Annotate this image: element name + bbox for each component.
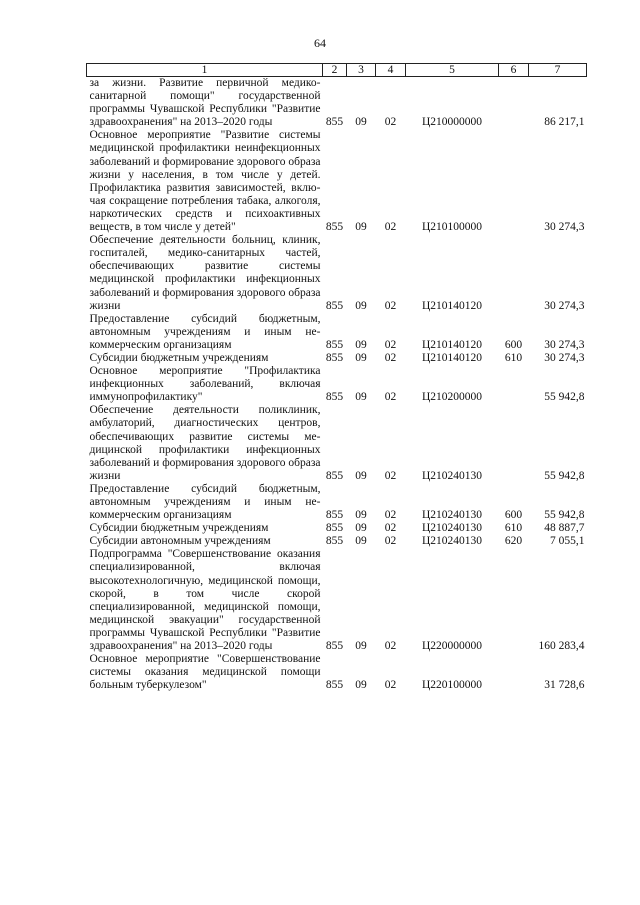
amount: 55 942,8	[544, 469, 585, 482]
subsection-code: 02	[384, 338, 397, 351]
table-body	[87, 77, 587, 693]
section-code: 09	[355, 391, 367, 404]
table-row	[87, 129, 587, 234]
expense-type-code	[499, 653, 529, 692]
subsection-code: 02	[384, 535, 397, 548]
section-code: 09	[355, 522, 367, 535]
ministry-code: 855	[325, 299, 344, 312]
ministry-code: 855	[325, 640, 344, 653]
target-article-code: Ц210240130	[421, 535, 483, 548]
subsection-code: 02	[384, 116, 397, 129]
section-code: 09	[355, 299, 367, 312]
section-code: 09	[355, 338, 367, 351]
column-header-7: 7	[529, 64, 587, 77]
ministry-code: 855	[325, 351, 344, 364]
expense-type-code	[499, 404, 529, 483]
column-header-4: 4	[376, 64, 406, 77]
expense-type-code	[499, 548, 529, 653]
subsection-code: 02	[384, 509, 397, 522]
section-code: 09	[355, 116, 367, 129]
item-name: за жизни. Развитие первичной медико-санитарной помощи" государственной программы Чувашской Республики "Развитие здравоохранения" на 2013–2020 годы	[89, 77, 321, 129]
ministry-code: 855	[325, 116, 344, 129]
ministry-code: 855	[325, 522, 344, 535]
table-row	[87, 365, 587, 404]
target-article-code: Ц210140120	[421, 299, 483, 312]
section-code: 09	[355, 509, 367, 522]
item-name: Обеспечение деятельности больниц, клиник, госпиталей, медико-санитарных частей, обеспечивающих развитие системы медицинской профилактики инфекционных заболеваний и формирования здорового образа жизни	[89, 234, 321, 312]
subsection-code: 02	[384, 391, 397, 404]
item-name: Основное мероприятие "Совершенствование системы оказания медицинской помощи больным туберкулезом"	[89, 653, 321, 692]
table-row	[87, 313, 587, 352]
table-row	[87, 483, 587, 522]
column-header-3: 3	[347, 64, 376, 77]
column-header-6: 6	[499, 64, 529, 77]
table-row	[87, 352, 587, 365]
subsection-code: 02	[384, 221, 397, 234]
subsection-code: 02	[384, 522, 397, 535]
expense-type-code: 600	[504, 509, 523, 522]
target-article-code: Ц210100000	[421, 221, 483, 234]
expense-type-code: 600	[504, 338, 523, 351]
table-row	[87, 404, 587, 483]
amount: 30 274,3	[544, 299, 585, 312]
item-name: Предоставление субсидий бюджетным, автономным учреждениям и иным некоммерческим организациям	[89, 482, 321, 522]
ministry-code: 855	[325, 221, 344, 234]
target-article-code: Ц210240130	[421, 469, 483, 482]
table-row	[87, 77, 587, 130]
page-number: 64	[314, 36, 326, 50]
target-article-code: Ц220000000	[421, 640, 483, 653]
item-name: Основное мероприятие "Профилактика инфекционных заболеваний, включая иммунопрофилактику"	[89, 365, 321, 404]
table-row	[87, 535, 587, 548]
amount: 55 942,8	[544, 391, 585, 404]
budget-table	[86, 63, 587, 692]
table-row	[87, 653, 587, 692]
amount: 48 887,7	[544, 522, 585, 535]
item-name: Основное мероприятие "Развитие системы медицинской профилактики неинфекционных заболеваний и формирование здорового образа жизни у населения, в том числе у детей. Профилактика развития зависимостей, включая сокращение потребления табака, алкоголя, наркотических средств и психоактивных веществ, в том числе у детей"	[89, 129, 321, 234]
section-code: 09	[355, 469, 367, 482]
target-article-code: Ц210140120	[421, 351, 483, 364]
subsection-code: 02	[384, 469, 397, 482]
item-name: Субсидии бюджетным учреждениям	[89, 351, 269, 364]
subsection-code: 02	[384, 640, 397, 653]
item-name: Субсидии бюджетным учреждениям	[89, 522, 269, 535]
target-article-code: Ц210000000	[421, 116, 483, 129]
item-name: Предоставление субсидий бюджетным, автономным учреждениям и иным некоммерческим организациям	[89, 312, 321, 351]
table-row	[87, 522, 587, 535]
ministry-code: 855	[325, 679, 344, 692]
expense-type-code	[499, 77, 529, 130]
amount: 160 283,4	[538, 640, 585, 653]
ministry-code: 855	[325, 338, 344, 351]
expense-type-code	[499, 234, 529, 313]
column-header-1: 1	[87, 64, 323, 77]
section-code: 09	[355, 221, 367, 234]
target-article-code: Ц210240130	[421, 509, 483, 522]
target-article-code: Ц210140120	[421, 338, 483, 351]
table-header	[87, 64, 587, 77]
amount: 30 274,3	[544, 221, 585, 234]
section-code: 09	[355, 351, 367, 364]
expense-type-code: 610	[504, 351, 523, 364]
ministry-code: 855	[325, 391, 344, 404]
amount: 31 728,6	[544, 679, 585, 692]
section-code: 09	[355, 679, 367, 692]
expense-type-code	[499, 129, 529, 234]
table-row	[87, 234, 587, 313]
ministry-code: 855	[325, 509, 344, 522]
target-article-code: Ц210240130	[421, 522, 483, 535]
ministry-code: 855	[325, 535, 344, 548]
amount: 55 942,8	[544, 509, 585, 522]
amount: 30 274,3	[544, 351, 585, 364]
item-name: Подпрограмма "Совершенствование оказания специализированной, включая высокотехнологичную, медицинской помощи, скорой, в том числе скорой специализированной, медицинской помощи, медицинской эвакуации" государственной программы Чувашской Республики "Развитие здравоохранения" на 2013–2020 годы	[89, 548, 321, 653]
target-article-code: Ц220100000	[421, 679, 483, 692]
target-article-code: Ц210200000	[421, 391, 483, 404]
section-code: 09	[355, 640, 367, 653]
amount: 86 217,1	[544, 116, 585, 129]
column-header-2: 2	[323, 64, 347, 77]
amount: 7 055,1	[550, 535, 585, 548]
expense-type-code: 620	[504, 535, 523, 548]
column-header-5: 5	[406, 64, 499, 77]
ministry-code: 855	[325, 469, 344, 482]
subsection-code: 02	[384, 351, 397, 364]
subsection-code: 02	[384, 299, 397, 312]
item-name: Обеспечение деятельности поликлиник, амбулаторий, диагностических центров, обеспечивающих развитие системы медицинской профилактики инфекционных заболеваний и формирования здорового образа жизни	[89, 404, 321, 482]
expense-type-code: 610	[504, 522, 523, 535]
subsection-code: 02	[384, 679, 397, 692]
section-code: 09	[355, 535, 367, 548]
item-name: Субсидии автономным учреждениям	[89, 535, 271, 548]
table-row	[87, 548, 587, 653]
amount: 30 274,3	[544, 338, 585, 351]
expense-type-code	[499, 365, 529, 404]
